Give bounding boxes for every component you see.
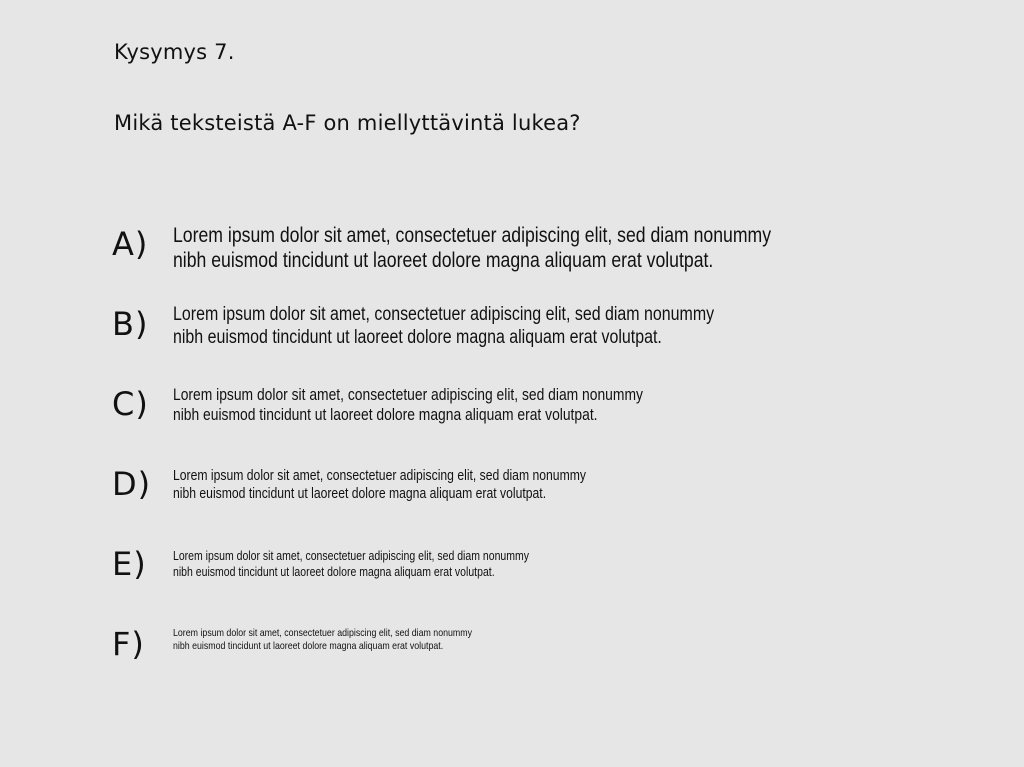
option-e-line-1: Lorem ipsum dolor sit amet, consectetuer adipiscing elit, sed diam nonummy [173, 549, 530, 563]
option-b-text [173, 303, 714, 349]
question-text: Mikä teksteistä A-F on miellyttävintä lukea? [114, 111, 581, 135]
option-b-line-2: nibh euismod tincidunt ut laoreet dolore magna aliquam erat volutpat. [173, 327, 662, 348]
option-e-line-2: nibh euismod tincidunt ut laoreet dolore magna aliquam erat volutpat. [173, 565, 495, 579]
option-f-line-2: nibh euismod tincidunt ut laoreet dolore magna aliquam erat volutpat. [173, 640, 444, 652]
option-d-line-1: Lorem ipsum dolor sit amet, consectetuer adipiscing elit, sed diam nonummy [173, 468, 586, 484]
option-c-line-2: nibh euismod tincidunt ut laoreet dolore magna aliquam erat volutpat. [173, 406, 598, 424]
option-a-line-1: Lorem ipsum dolor sit amet, consectetuer adipiscing elit, sed diam nonummy [173, 224, 772, 247]
option-d-letter: D) [112, 465, 152, 503]
option-f-text [173, 627, 472, 653]
option-f-letter: F) [112, 625, 145, 663]
option-d-text [173, 467, 586, 503]
option-c-text [173, 385, 643, 425]
option-b-line-1: Lorem ipsum dolor sit amet, consectetuer adipiscing elit, sed diam nonummy [173, 304, 715, 325]
option-a-text [173, 223, 771, 273]
option-d-line-2: nibh euismod tincidunt ut laoreet dolore magna aliquam erat volutpat. [173, 486, 547, 502]
option-b-letter: B) [112, 305, 149, 343]
question-number: Kysymys 7. [114, 40, 235, 64]
option-e-letter: E) [112, 545, 147, 583]
option-a-line-2: nibh euismod tincidunt ut laoreet dolore magna aliquam erat volutpat. [173, 249, 714, 272]
option-a-letter: A) [112, 225, 149, 263]
option-e-text [173, 548, 529, 580]
option-c-letter: C) [112, 385, 149, 423]
option-c-line-1: Lorem ipsum dolor sit amet, consectetuer adipiscing elit, sed diam nonummy [173, 386, 643, 404]
option-f-line-1: Lorem ipsum dolor sit amet, consectetuer adipiscing elit, sed diam nonummy [173, 627, 473, 639]
